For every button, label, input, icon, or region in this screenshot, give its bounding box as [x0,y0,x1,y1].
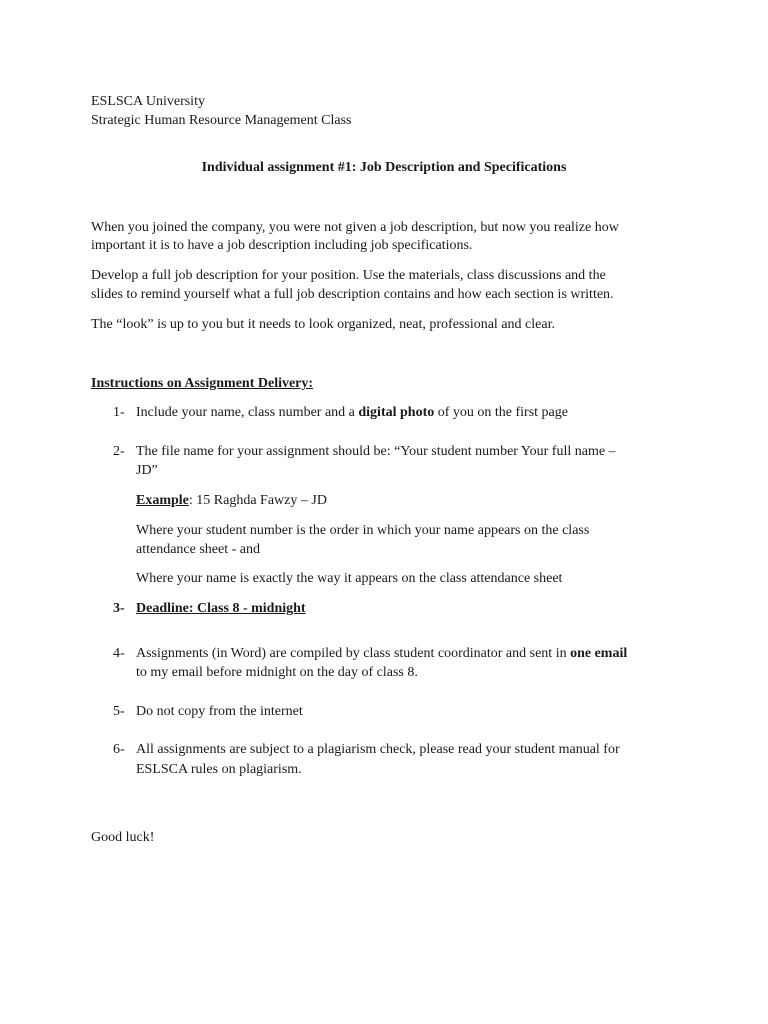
list-item-4-number: 4- [113,646,125,661]
example-label: Example [136,493,189,508]
task-paragraph-line-1: Develop a full job description for your position. Use the materials, class discussions and the [91,268,606,283]
list-item-4-line-1: Assignments (in Word) are compiled by class student coordinator and sent in one email [136,646,628,661]
name-explanation: Where your name is exactly the way it appears on the class attendance sheet [136,571,563,586]
one-email-emphasis: one email [570,646,628,661]
digital-photo-emphasis: digital photo [358,405,435,420]
look-paragraph: The “look” is up to you but it needs to look organized, neat, professional and clear. [91,317,555,332]
list-item-2-number: 2- [113,444,125,459]
list-item-3-number: 3- [113,601,125,616]
list-item-6-line-2: ESLSCA rules on plagiarism. [136,762,302,777]
list-item-2-line-1: The file name for your assignment should be: “Your student number Your full name – [136,444,616,459]
list-item-6-line-1: All assignments are subject to a plagiarism check, please read your student manual for [136,742,620,757]
task-paragraph-line-2: slides to remind yourself what a full job description contains and how each section is written. [91,287,614,302]
document-title: Individual assignment #1: Job Description and Specifications [201,160,567,175]
list-item-5-number: 5- [113,704,125,719]
intro-paragraph-line-2: important it is to have a job description including job specifications. [91,238,473,253]
intro-paragraph-line-1: When you joined the company, you were not given a job description, but now you realize how [91,220,619,235]
list-item-4-line-2: to my email before midnight on the day of class 8. [136,665,418,680]
list-item-6-number: 6- [113,742,125,757]
list-item-2-line-2: JD” [136,463,158,478]
list-item-1-number: 1- [113,405,125,420]
class-name: Strategic Human Resource Management Class [91,113,352,128]
deadline-text: Deadline: Class 8 - midnight [136,601,306,616]
example-text: : 15 Raghda Fawzy – JD [188,493,327,508]
instructions-heading: Instructions on Assignment Delivery: [91,376,314,391]
student-number-explanation-line-2: attendance sheet - and [136,542,260,557]
student-number-explanation-line-1: Where your student number is the order in which your name appears on the class [136,523,590,538]
university-name: ESLSCA University [91,94,205,109]
list-item-5-text: Do not copy from the internet [136,704,303,719]
example-line [136,492,327,510]
list-item-1-text: Include your name, class number and a digital photo of you on the first page [136,405,568,420]
closing-text: Good luck! [91,830,155,845]
